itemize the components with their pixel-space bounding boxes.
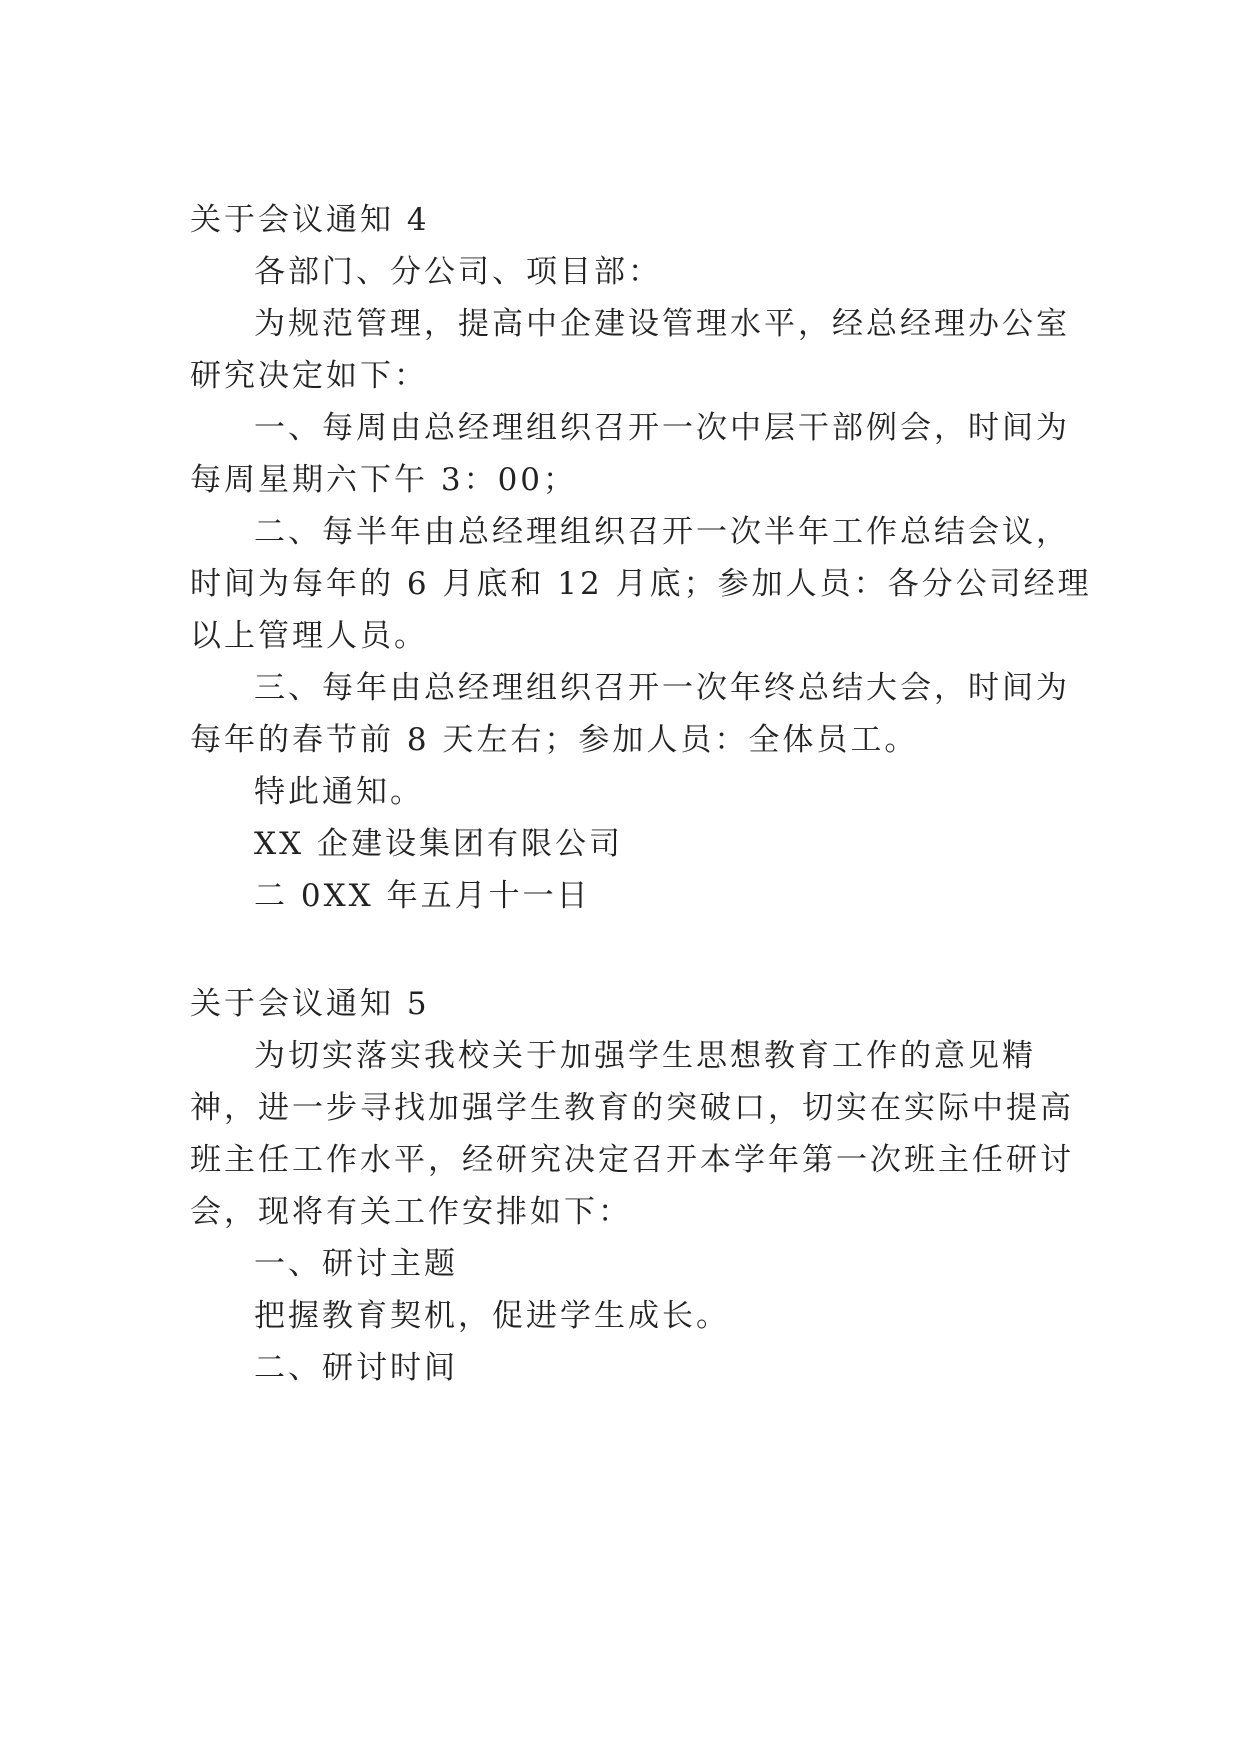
notice4-intro-line2: 研究决定如下： xyxy=(190,358,428,394)
notice4-item3-line2: 每年的春节前 8 天左右；参加人员：全体员工。 xyxy=(190,722,919,758)
notice5-intro-line1: 为切实落实我校关于加强学生思想教育工作的意见精 xyxy=(254,1038,1036,1074)
notice4-date: 二 0XX 年五月十一日 xyxy=(254,878,591,914)
notice4-company: XX 企建设集团有限公司 xyxy=(254,826,623,862)
notice4-intro-line1: 为规范管理，提高中企建设管理水平，经总经理办公室 xyxy=(254,306,1070,342)
notice5-section2-heading: 二、研讨时间 xyxy=(254,1350,458,1386)
notice4-item2-line1: 二、每半年由总经理组织召开一次半年工作总结会议， xyxy=(254,514,1070,550)
notice4-item3-line1: 三、每年由总经理组织召开一次年终总结大会，时间为 xyxy=(254,670,1070,706)
notice4-title: 关于会议通知 4 xyxy=(190,202,430,238)
notice4-item2-line2: 时间为每年的 6 月底和 12 月底；参加人员：各分公司经理 xyxy=(190,566,1092,602)
notice5-title: 关于会议通知 5 xyxy=(190,986,430,1022)
notice5-section1-body: 把握教育契机，促进学生成长。 xyxy=(254,1298,730,1334)
notice5-intro-line4: 会，现将有关工作安排如下： xyxy=(190,1194,632,1230)
notice4-item2-line3: 以上管理人员。 xyxy=(190,618,428,654)
notice5-intro-line3: 班主任工作水平，经研究决定召开本学年第一次班主任研讨 xyxy=(190,1142,1074,1178)
notice5-intro-line2: 神，进一步寻找加强学生教育的突破口，切实在实际中提高 xyxy=(190,1090,1074,1126)
notice4-closing: 特此通知。 xyxy=(254,774,424,810)
notice4-salutation: 各部门、分公司、项目部： xyxy=(254,254,662,290)
notice4-item1-line2: 每周星期六下午 3：00； xyxy=(190,462,578,498)
notice4-item1-line1: 一、每周由总经理组织召开一次中层干部例会，时间为 xyxy=(254,410,1070,446)
notice5-section1-heading: 一、研讨主题 xyxy=(254,1246,458,1282)
